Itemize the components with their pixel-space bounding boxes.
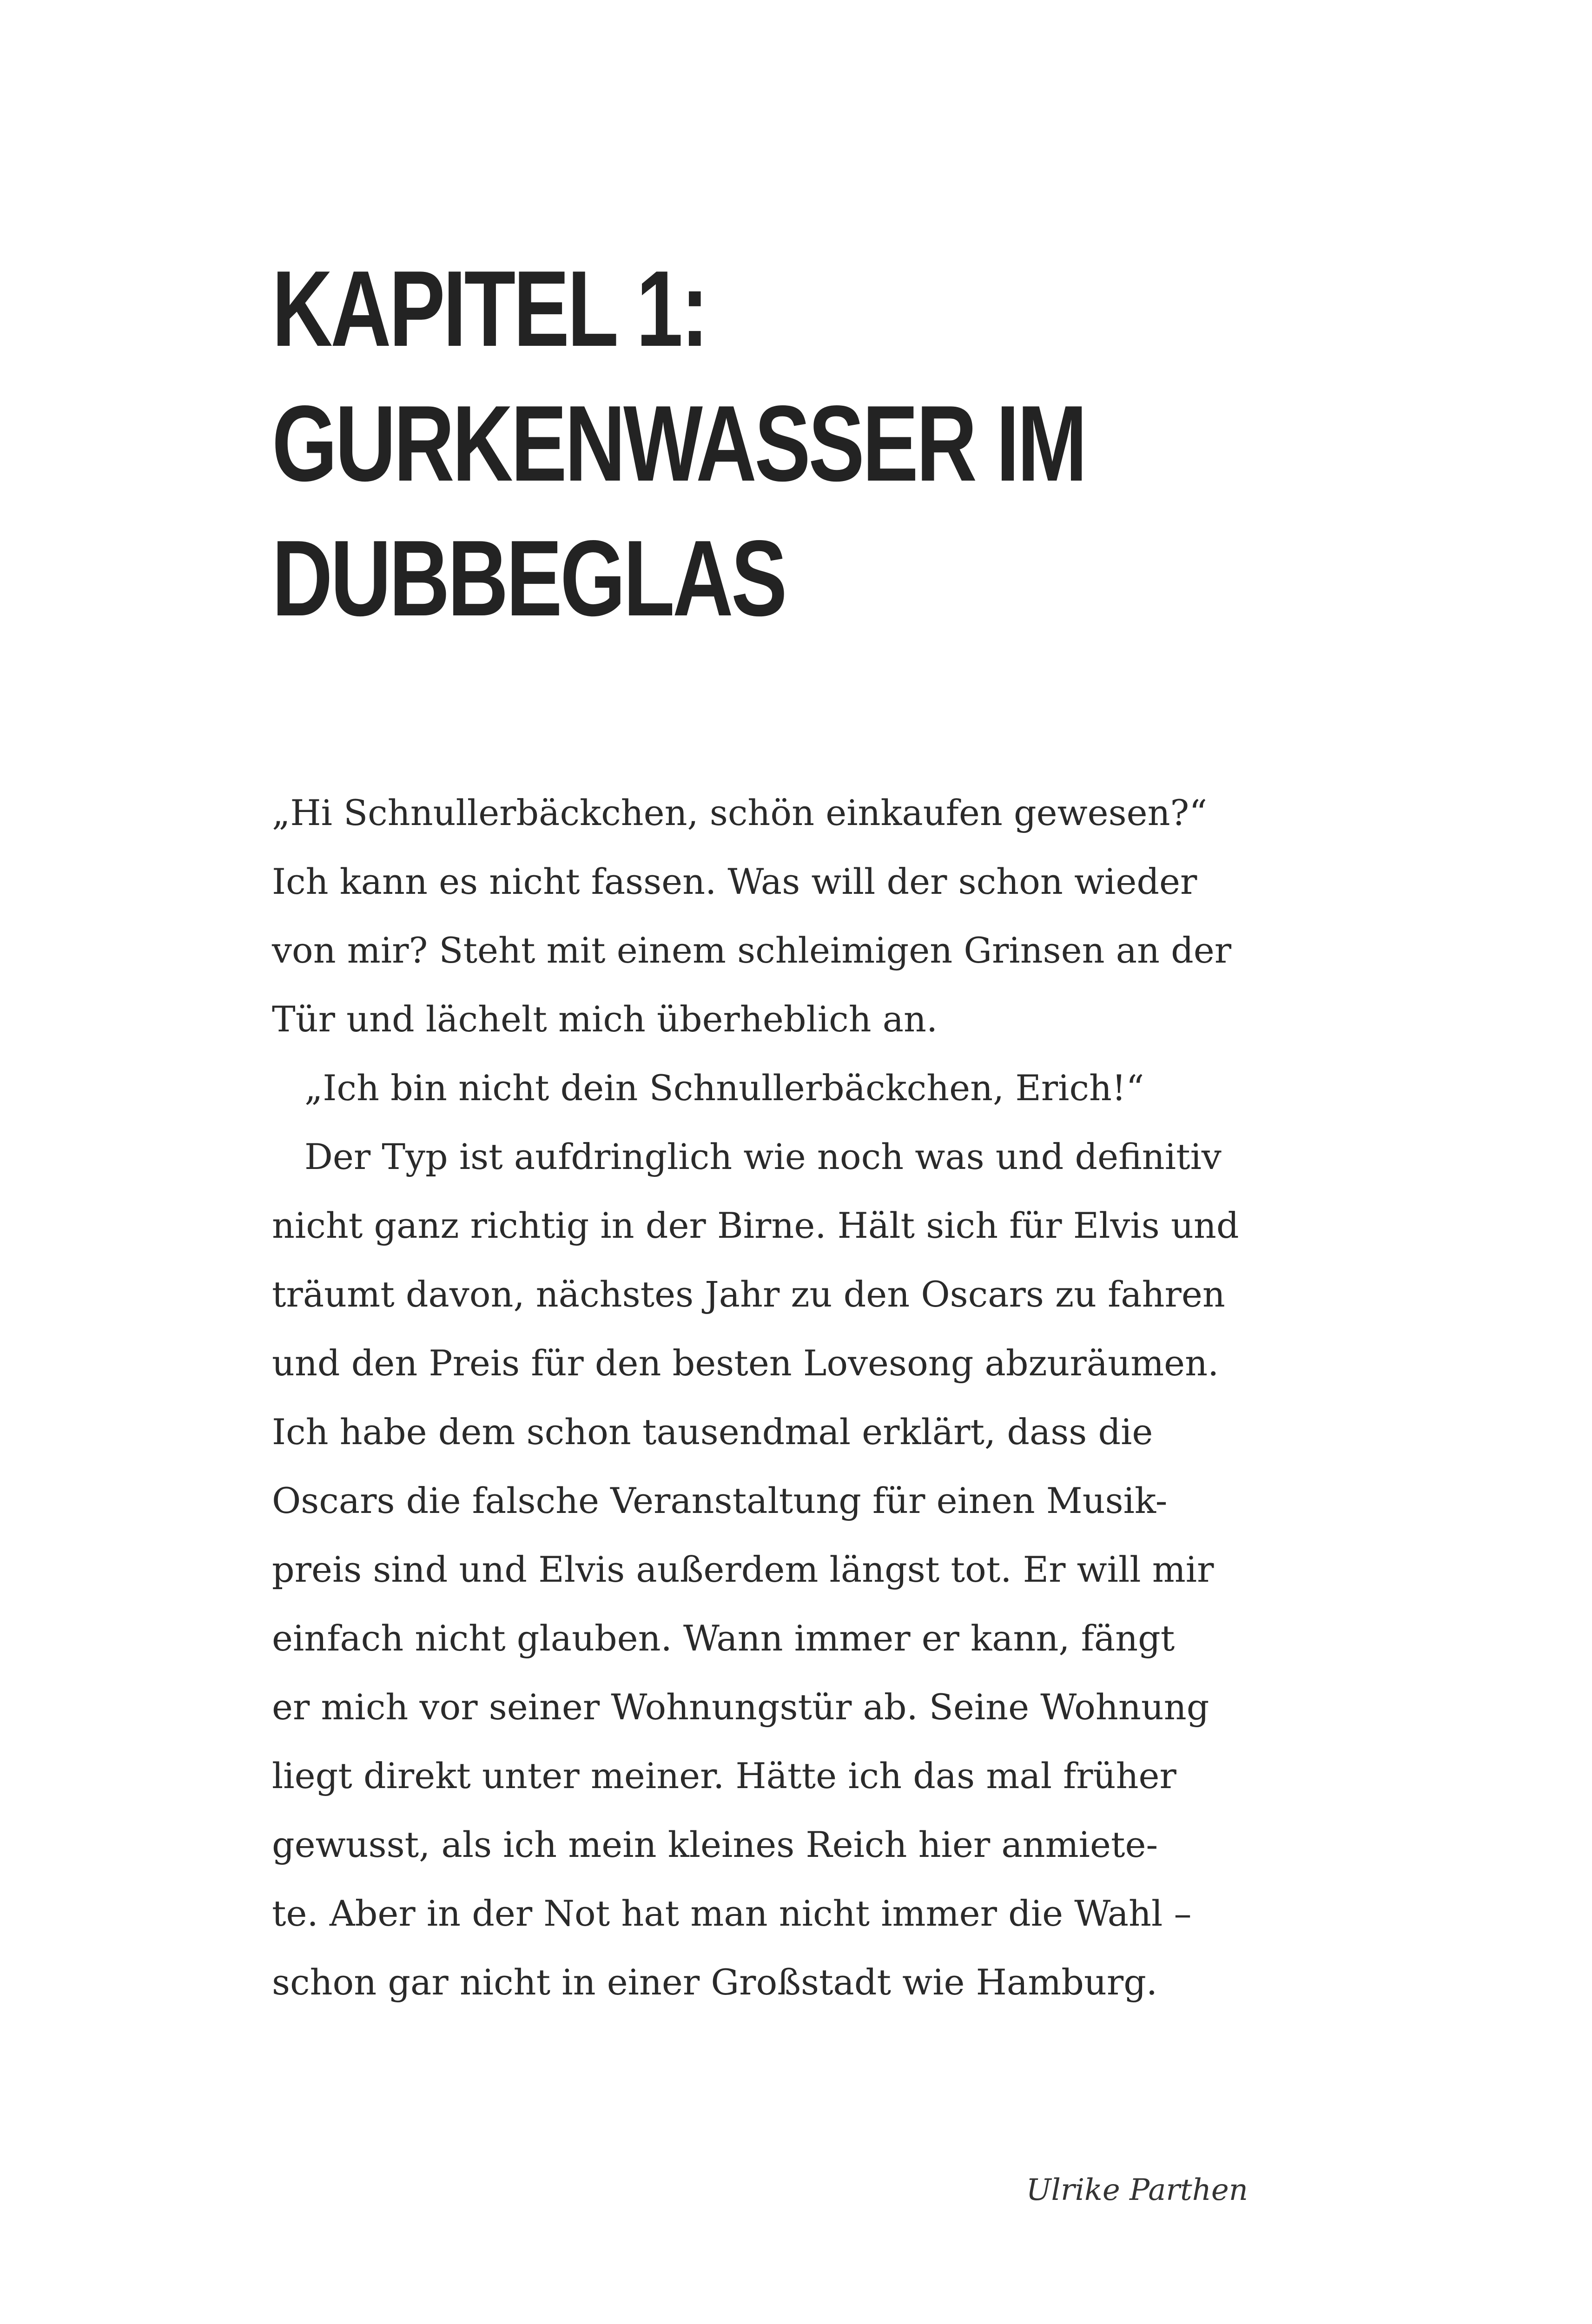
text-line: Tür und lächelt mich überheblich an.: [272, 998, 938, 1040]
chapter-title-line: GURKENWASSER IM: [272, 383, 1085, 504]
text-line: „Ich bin nicht dein Schnullerbäckchen, Erich!“: [304, 1067, 1144, 1109]
chapter-title-line: DUBBEGLAS: [272, 518, 785, 639]
text-line: Der Typ ist aufdringlich wie noch was und definitiv: [304, 1136, 1222, 1177]
text-line: liegt direkt unter meiner. Hätte ich das mal früher: [272, 1755, 1176, 1796]
text-line: Ich habe dem schon tausendmal erklärt, dass die: [272, 1411, 1153, 1452]
body-text: [272, 779, 1248, 2017]
text-line: träumt davon, nächstes Jahr zu den Oscars zu fahren: [272, 1274, 1225, 1315]
chapter-title-line: KAPITEL 1:: [272, 249, 707, 369]
author-name: Ulrike Parthen: [1026, 2173, 1248, 2207]
chapter-title: [272, 242, 1178, 646]
text-line: Ich kann es nicht fassen. Was will der schon wieder: [272, 861, 1197, 902]
text-line: schon gar nicht in einer Großstadt wie Hamburg.: [272, 1961, 1158, 2003]
text-line: te. Aber in der Not hat man nicht immer die Wahl –: [272, 1893, 1192, 1934]
text-line: von mir? Steht mit einem schleimigen Grinsen an der: [272, 930, 1232, 971]
text-line: preis sind und Elvis außerdem längst tot. Er will mir: [272, 1549, 1214, 1590]
text-line: und den Preis für den besten Lovesong abzuräumen.: [272, 1342, 1219, 1384]
text-line: „Hi Schnullerbäckchen, schön einkaufen gewesen?“: [272, 792, 1208, 833]
text-line: er mich vor seiner Wohnungstür ab. Seine Wohnung: [272, 1686, 1209, 1728]
text-line: Oscars die falsche Veranstaltung für einen Musik-: [272, 1480, 1168, 1521]
text-line: nicht ganz richtig in der Birne. Hält sich für Elvis und: [272, 1205, 1239, 1246]
text-line: einfach nicht glauben. Wann immer er kann, fängt: [272, 1618, 1175, 1659]
text-line: gewusst, als ich mein kleines Reich hier anmiete-: [272, 1824, 1158, 1865]
